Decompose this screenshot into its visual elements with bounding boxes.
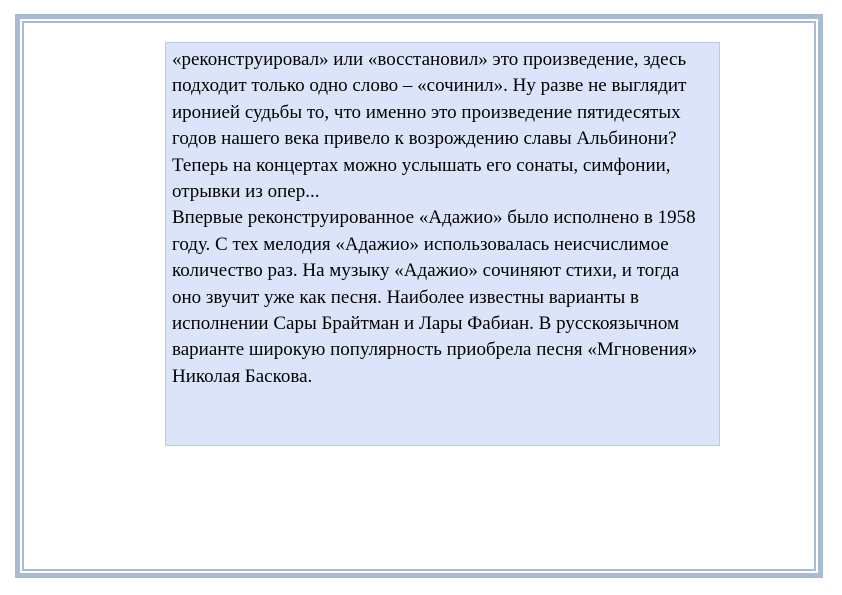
text-box <box>165 42 720 446</box>
paragraph-albinoni-history: «реконструировал» или «восстановил» это произведение, здесь подходит только одно слово – «сочинил». Ну разве не выглядит иронией судьбы то, что именно это произведение пятидесятых годов нашего века привело к возрождению славы Альбинони? Теперь на концертах можно услышать его сонаты, симфонии, отрывки из опер... <box>172 49 687 203</box>
paragraph-adagio-performances: Впервые реконструированное «Адажио» было исполнено в 1958 году. С тех мелодия «Адажио» использовалась неисчислимое количество раз. На музыку «Адажио» сочиняют стихи, и тогда оно звучит уже как песня. Наиболее известны варианты в исполнении Сары Брайтман и Лары Фабиан. В русскоязычном варианте широкую популярность приобрела песня «Мгновения» Николая Баскова. <box>172 207 698 387</box>
